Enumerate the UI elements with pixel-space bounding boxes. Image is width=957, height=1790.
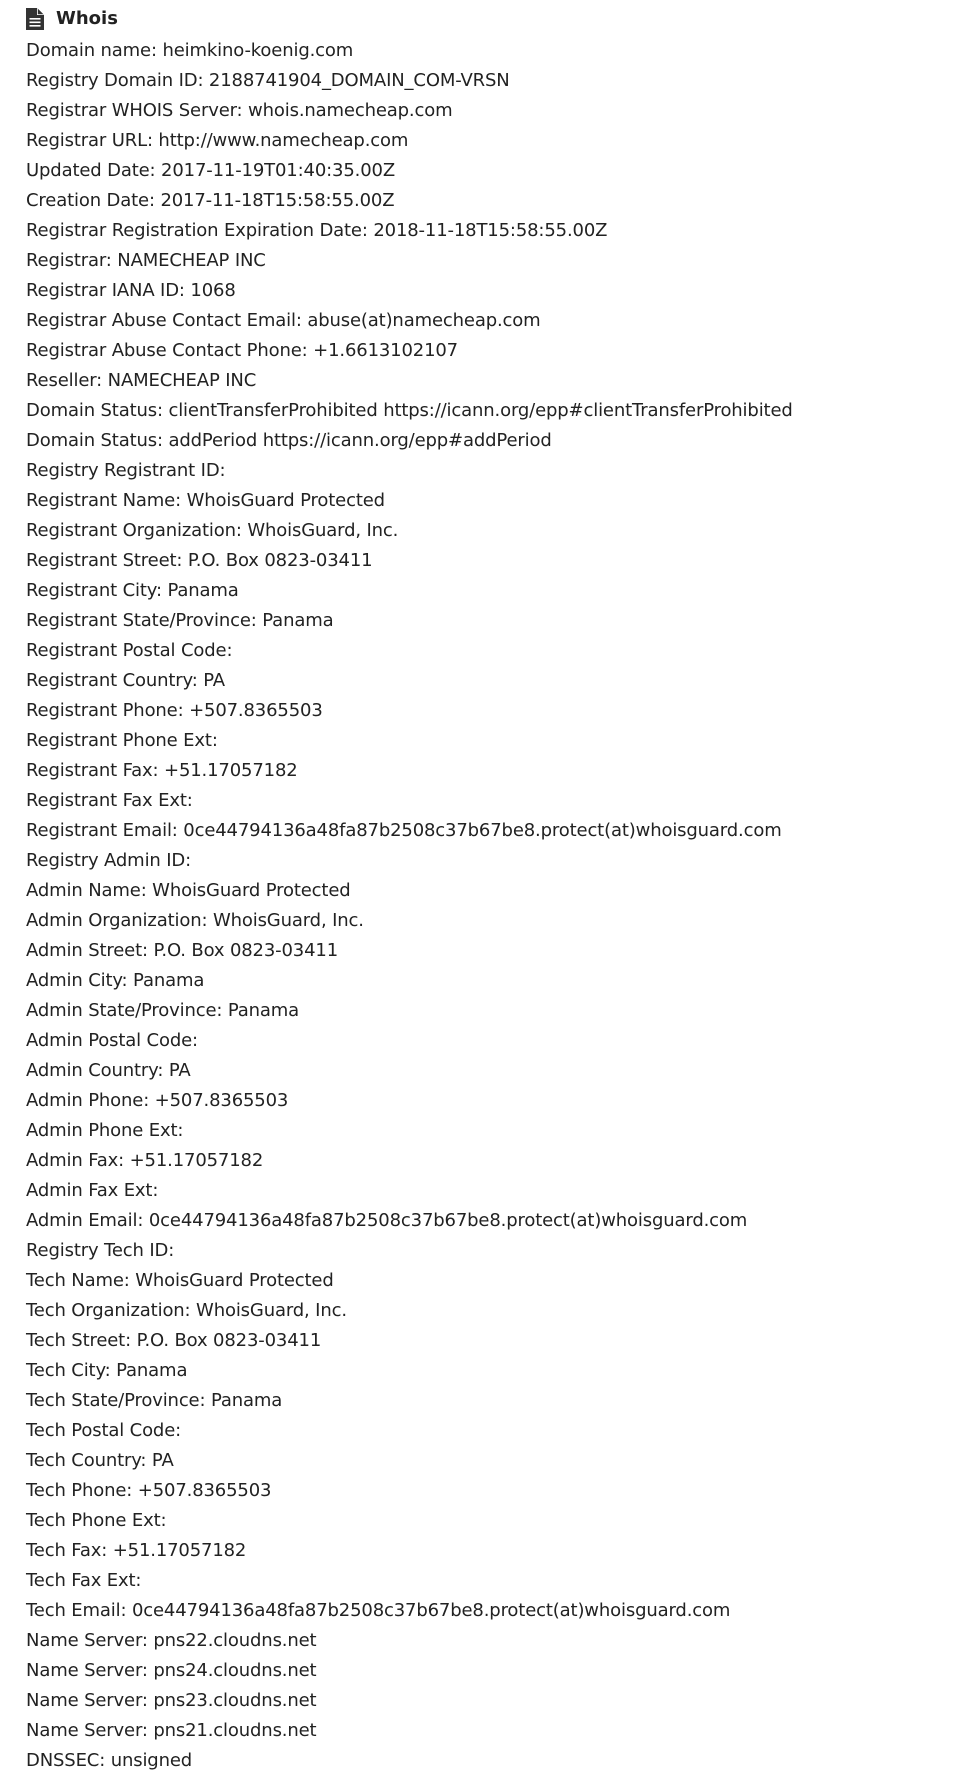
whois-record-line: Domain name: heimkino-koenig.com: [26, 40, 354, 61]
whois-record-line: Registrant City: Panama: [26, 580, 239, 601]
whois-record-line: Admin Street: P.O. Box 0823-03411: [26, 940, 339, 961]
whois-record-line: Registrar Registration Expiration Date: 2018-11-18T15:58:55.00Z: [26, 220, 608, 241]
whois-record-line: Tech City: Panama: [26, 1360, 188, 1381]
whois-record-line: Registrant Postal Code:: [26, 640, 233, 661]
whois-record-line: Registrar IANA ID: 1068: [26, 280, 236, 301]
whois-record-line: Registry Domain ID: 2188741904_DOMAIN_COM-VRSN: [26, 70, 510, 91]
whois-record-line: DNSSEC: unsigned: [26, 1750, 193, 1771]
whois-record-line: Registrant State/Province: Panama: [26, 610, 334, 631]
whois-record-line: Registrant Country: PA: [26, 670, 225, 691]
whois-record-line: Registrant Organization: WhoisGuard, Inc.: [26, 520, 399, 541]
whois-record-line: Domain Status: clientTransferProhibited https://icann.org/epp#clientTransferProhibited: [26, 400, 793, 421]
whois-record-line: Registrar Abuse Contact Email: abuse(at)namecheap.com: [26, 310, 541, 331]
whois-record-line: Registry Tech ID:: [26, 1240, 175, 1261]
whois-record-line: Admin Email: 0ce44794136a48fa87b2508c37b67be8.protect(at)whoisguard.com: [26, 1210, 748, 1231]
whois-header: [26, 6, 957, 32]
whois-record-line: Admin State/Province: Panama: [26, 1000, 300, 1021]
document-icon: [26, 8, 44, 30]
whois-record-line: Registry Admin ID:: [26, 850, 192, 871]
whois-record-line: Tech Country: PA: [26, 1450, 174, 1471]
whois-record-line: Name Server: pns24.cloudns.net: [26, 1660, 317, 1681]
section-title: Whois: [56, 8, 118, 29]
whois-record-line: Tech State/Province: Panama: [26, 1390, 283, 1411]
whois-record-line: Registrant Fax Ext:: [26, 790, 193, 811]
whois-record-line: Registrant Email: 0ce44794136a48fa87b2508c37b67be8.protect(at)whoisguard.com: [26, 820, 782, 841]
whois-record-line: Registry Registrant ID:: [26, 460, 226, 481]
whois-record-line: Admin City: Panama: [26, 970, 205, 991]
whois-record-line: Admin Fax Ext:: [26, 1180, 159, 1201]
whois-record-line: Registrant Name: WhoisGuard Protected: [26, 490, 385, 511]
whois-record-line: Registrant Fax: +51.17057182: [26, 760, 298, 781]
whois-record-list: [26, 36, 957, 1776]
whois-record-line: Admin Phone: +507.8365503: [26, 1090, 289, 1111]
whois-record-line: Admin Fax: +51.17057182: [26, 1150, 264, 1171]
whois-record-line: Tech Phone: +507.8365503: [26, 1480, 272, 1501]
whois-record-line: Registrant Phone: +507.8365503: [26, 700, 323, 721]
whois-record-line: Domain Status: addPeriod https://icann.org/epp#addPeriod: [26, 430, 552, 451]
whois-record-line: Tech Name: WhoisGuard Protected: [26, 1270, 334, 1291]
whois-record-line: Admin Country: PA: [26, 1060, 191, 1081]
whois-record-line: Tech Fax: +51.17057182: [26, 1540, 247, 1561]
whois-record-line: Tech Organization: WhoisGuard, Inc.: [26, 1300, 347, 1321]
whois-record-line: Name Server: pns21.cloudns.net: [26, 1720, 317, 1741]
whois-record-line: Name Server: pns23.cloudns.net: [26, 1690, 317, 1711]
whois-record-line: Registrar WHOIS Server: whois.namecheap.com: [26, 100, 453, 121]
whois-record-line: Registrar: NAMECHEAP INC: [26, 250, 266, 271]
whois-record-line: Tech Email: 0ce44794136a48fa87b2508c37b67be8.protect(at)whoisguard.com: [26, 1600, 731, 1621]
whois-record-line: Creation Date: 2017-11-18T15:58:55.00Z: [26, 190, 395, 211]
whois-record-line: Admin Name: WhoisGuard Protected: [26, 880, 351, 901]
whois-record-line: Reseller: NAMECHEAP INC: [26, 370, 257, 391]
whois-record-line: Admin Organization: WhoisGuard, Inc.: [26, 910, 364, 931]
whois-record-line: Tech Phone Ext:: [26, 1510, 167, 1531]
whois-record-line: Tech Street: P.O. Box 0823-03411: [26, 1330, 322, 1351]
whois-record-line: Admin Postal Code:: [26, 1030, 198, 1051]
whois-record-line: Registrant Street: P.O. Box 0823-03411: [26, 550, 373, 571]
whois-record-line: Registrar URL: http://www.namecheap.com: [26, 130, 409, 151]
whois-record-line: Tech Postal Code:: [26, 1420, 182, 1441]
whois-record-line: Registrar Abuse Contact Phone: +1.6613102107: [26, 340, 458, 361]
whois-record-line: Registrant Phone Ext:: [26, 730, 218, 751]
whois-record-line: Tech Fax Ext:: [26, 1570, 142, 1591]
whois-record-line: Admin Phone Ext:: [26, 1120, 184, 1141]
whois-record-line: Updated Date: 2017-11-19T01:40:35.00Z: [26, 160, 395, 181]
whois-record-line: Name Server: pns22.cloudns.net: [26, 1630, 317, 1651]
